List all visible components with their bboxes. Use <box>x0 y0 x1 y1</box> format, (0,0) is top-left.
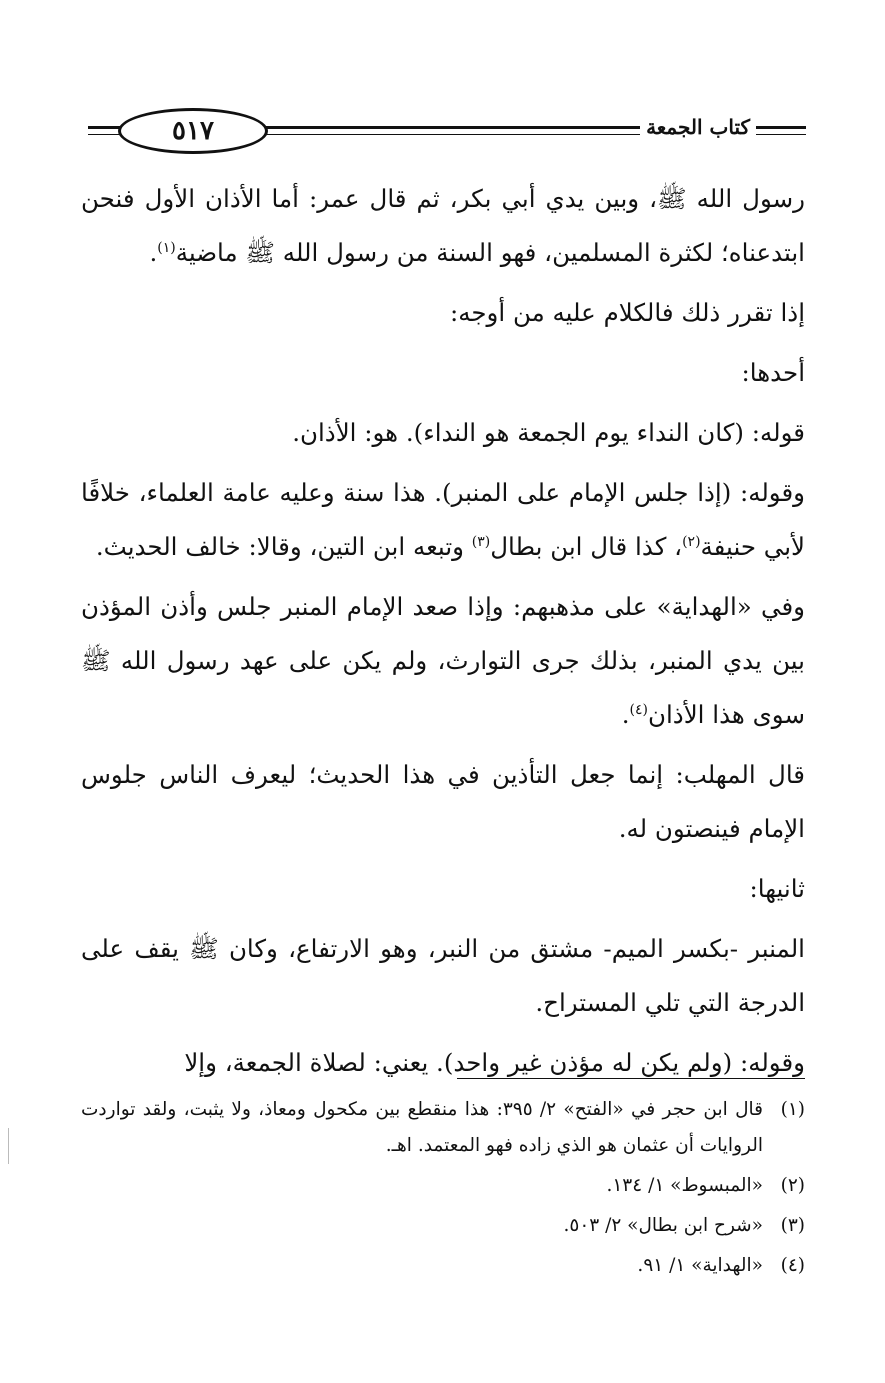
paragraph: وقوله: (ولم يكن له مؤذن غير واحد). يعني: لصلاة الجمعة، وإلا <box>184 1048 805 1077</box>
footnote <box>81 1208 805 1244</box>
paragraph-text: وتبعه ابن التين، وقالا: خالف الحديث. <box>95 532 472 561</box>
paragraph-text: ، كذا قال ابن بطال <box>490 532 683 561</box>
running-title: كتاب الجمعة <box>640 115 756 139</box>
footnote-number: (١) <box>780 1099 805 1120</box>
paragraph <box>81 466 805 574</box>
paragraph-text: . <box>149 238 158 267</box>
footnote-ref: (١) <box>157 239 176 256</box>
footnote <box>81 1248 805 1284</box>
paragraph: أحدها: <box>741 358 805 387</box>
paragraph: ثانيها: <box>749 874 805 903</box>
paragraph <box>81 580 805 742</box>
footnote-text: قال ابن حجر في «الفتح» ٢/ ٣٩٥: هذا منقطع بين مكحول ومعاذ، ولا يثبت، ولقد تواردت الروايات أن عثمان هو الذي زاده فهو المعتمد. اهـ. <box>81 1099 763 1156</box>
running-header <box>88 104 806 160</box>
footnote <box>81 1168 805 1204</box>
paragraph: قال المهلب: إنما جعل التأذين في هذا الحديث؛ ليعرف الناس جلوس الإمام فينصتون له. <box>81 760 805 843</box>
paragraph-text: . <box>621 700 630 729</box>
footnote <box>81 1092 805 1164</box>
main-text <box>81 172 805 1096</box>
footnote-separator <box>457 1078 805 1079</box>
footnote-number: (٤) <box>780 1255 805 1276</box>
paragraph: إذا تقرر ذلك فالكلام عليه من أوجه: <box>450 298 805 327</box>
paragraph: المنبر -بكسر الميم- مشتق من النبر، وهو الارتفاع، وكان ﷺ يقف على الدرجة التي تلي المستراح. <box>81 934 805 1017</box>
footnote-text: «شرح ابن بطال» ٢/ ٥٠٣. <box>563 1215 763 1236</box>
paragraph-text: وفي «الهداية» على مذهبهم: وإذا صعد الإمام المنبر جلس وأذن المؤذن بين يدي المنبر، بذلك جرى التوارث، ولم يكن على عهد رسول الله ﷺ سوى هذا الأذان <box>81 592 805 729</box>
footnote-text: «الهداية» ١/ ٩١. <box>637 1255 763 1276</box>
footnote-ref: (٢) <box>682 533 701 550</box>
paragraph: قوله: (كان النداء يوم الجمعة هو النداء). هو: الأذان. <box>292 418 805 447</box>
paragraph-text: رسول الله ﷺ، وبين يدي أبي بكر، ثم قال عمر: أما الأذان الأول فنحن ابتدعناه؛ لكثرة المسلمين، فهو السنة من رسول الله ﷺ ماضية <box>81 184 805 267</box>
page-number: ٥١٧ <box>172 116 214 146</box>
footnote-text: «المبسوط» ١/ ١٣٤. <box>606 1175 763 1196</box>
page-number-oval <box>118 108 268 154</box>
footnotes <box>81 1092 805 1288</box>
footnote-number: (٢) <box>780 1175 805 1196</box>
footnote-ref: (٣) <box>471 533 491 550</box>
scan-edge-mark <box>8 1128 9 1164</box>
footnote-number: (٣) <box>780 1215 805 1236</box>
paragraph <box>81 172 805 280</box>
paragraph-text: وقوله: (إذا جلس الإمام على المنبر). هذا سنة وعليه عامة العلماء، خلافًا لأبي حنيفة <box>81 478 805 561</box>
footnote-ref: (٤) <box>629 701 648 718</box>
